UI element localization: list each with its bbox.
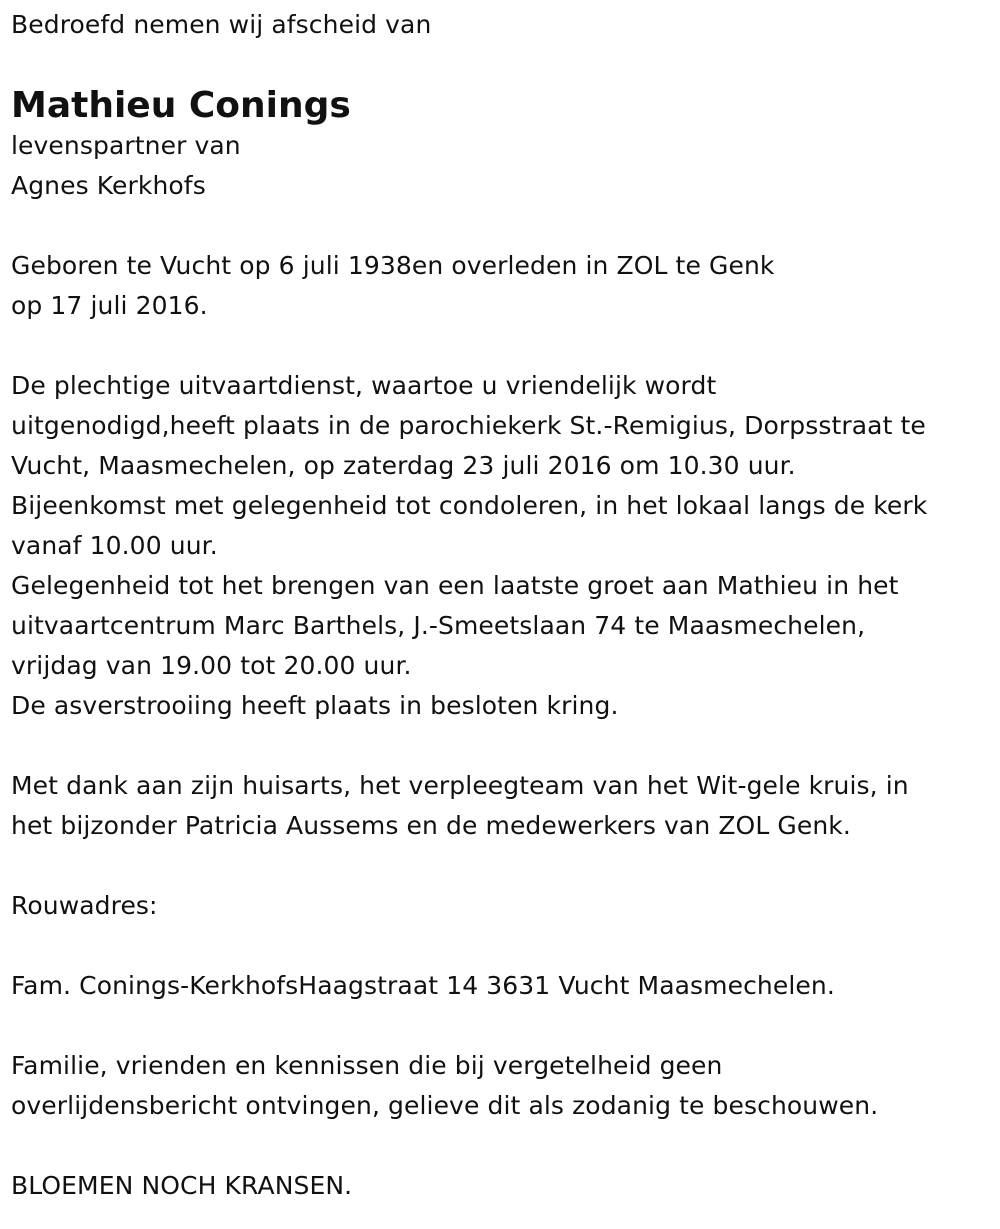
service-line: Bijeenkomst met gelegenheid tot condoleren, in het lokaal langs de kerk — [11, 491, 928, 520]
birth-death-line: op 17 juli 2016. — [11, 291, 208, 320]
mourning-address: Fam. Conings-KerkhofsHaagstraat 14 3631 Vucht Maasmechelen. — [11, 971, 835, 1000]
spacer — [11, 926, 1000, 966]
spacer — [11, 1006, 1000, 1046]
partner-line: Agnes Kerkhofs — [11, 171, 206, 200]
service-line: Gelegenheid tot het brengen van een laatste groet aan Mathieu in het — [11, 571, 899, 600]
service-line: uitvaartcentrum Marc Barthels, J.-Smeetslaan 74 te Maasmechelen, — [11, 611, 866, 640]
spacer — [11, 726, 1000, 766]
thanks-line: het bijzonder Patricia Aussems en de medewerkers van ZOL Genk. — [11, 811, 851, 840]
spacer — [11, 846, 1000, 886]
service-line: De asverstrooiing heeft plaats in besloten kring. — [11, 691, 619, 720]
partner-line: levenspartner van — [11, 131, 241, 160]
service-line: vanaf 10.00 uur. — [11, 531, 218, 560]
spacer — [11, 1126, 1000, 1166]
deceased-name: Mathieu Conings — [11, 85, 351, 126]
birth-death-line: Geboren te Vucht op 6 juli 1938en overleden in ZOL te Genk — [11, 251, 775, 280]
service-line: Vucht, Maasmechelen, op zaterdag 23 juli 2016 om 10.30 uur. — [11, 451, 796, 480]
closing-text: BLOEMEN NOCH KRANSEN. — [11, 1171, 353, 1200]
family-note-block — [11, 1046, 1000, 1126]
thanks-block — [11, 766, 1000, 846]
service-line: vrijdag van 19.00 tot 20.00 uur. — [11, 651, 412, 680]
spacer — [11, 206, 1000, 246]
thanks-line: Met dank aan zijn huisarts, het verpleegteam van het Wit-gele kruis, in — [11, 771, 909, 800]
intro-text: Bedroefd nemen wij afscheid van — [11, 10, 432, 39]
partner-block — [11, 126, 1000, 206]
birth-death-block — [11, 246, 1000, 326]
family-note-line: Familie, vrienden en kennissen die bij vergetelheid geen — [11, 1051, 723, 1080]
service-line: uitgenodigd,heeft plaats in de parochiekerk St.-Remigius, Dorpsstraat te — [11, 411, 926, 440]
address-label: Rouwadres: — [11, 891, 158, 920]
service-block — [11, 366, 1000, 726]
service-line: De plechtige uitvaartdienst, waartoe u vriendelijk wordt — [11, 371, 717, 400]
family-note-line: overlijdensbericht ontvingen, gelieve dit als zodanig te beschouwen. — [11, 1091, 879, 1120]
spacer — [11, 326, 1000, 366]
obituary-notice — [0, 5, 1000, 1229]
